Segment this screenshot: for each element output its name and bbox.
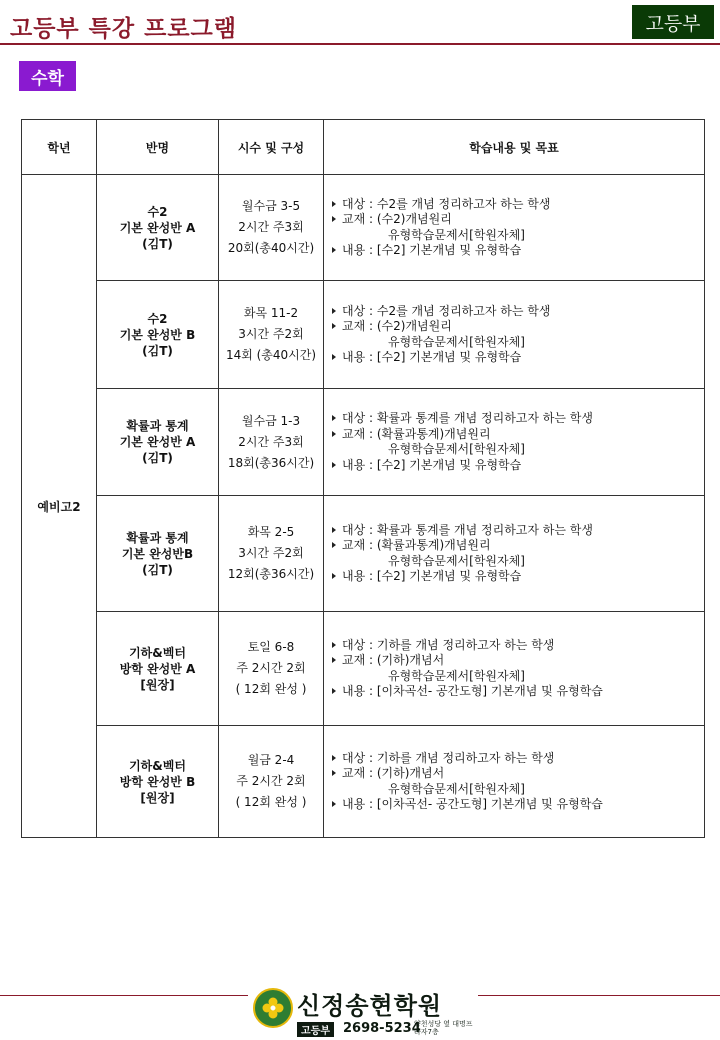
schedule-hours: 주 2시간 2회 (236, 661, 306, 675)
target-line: 대상 : 수2를 개념 정리하고자 하는 학생 (330, 197, 703, 213)
schedule-total: 20회(총40시간) (227, 241, 315, 255)
schedule-table (21, 119, 705, 838)
schedule-days: 월금 2-4 (247, 753, 295, 767)
class-name-cell (97, 612, 219, 726)
class-name-cell (97, 726, 219, 838)
table-row (22, 175, 705, 281)
schedule-hours: 2시간 주3회 (238, 220, 304, 234)
content-cell (324, 389, 705, 496)
materials-continued: 유형학습문제서[학원자체] (388, 227, 525, 242)
schedule-cell (219, 496, 324, 612)
content-cell (324, 175, 705, 281)
materials-continued: 유형학습문제서[학원자체] (388, 668, 525, 683)
header-schedule: 시수 및 구성 (219, 120, 324, 175)
class-subject: 수2 (147, 204, 168, 219)
materials-line: 교재 : (기하)개념서 (330, 653, 703, 669)
footer-divider-left (0, 995, 248, 996)
class-teacher: (김T) (142, 343, 173, 358)
class-subject: 기하&벡터 (129, 645, 186, 660)
schedule-days: 월수금 3-5 (241, 199, 301, 213)
class-title: 방학 완성반 B (119, 774, 196, 789)
content-line: 내용 : [수2] 기본개념 및 유형학습 (330, 569, 703, 585)
class-title: 기본 완성반 B (119, 327, 196, 342)
class-name-cell (97, 281, 219, 389)
content-line: 내용 : [수2] 기본개념 및 유형학습 (330, 350, 703, 366)
class-subject: 확률과 통계 (126, 419, 189, 433)
content-line: 내용 : [이차곡선- 공간도형] 기본개념 및 유형학습 (330, 684, 703, 700)
materials-continued: 유형학습문제서[학원자체] (388, 442, 525, 456)
materials-line: 교재 : (기하)개념서 (330, 766, 703, 782)
schedule-days: 화목 2-5 (247, 525, 295, 539)
table-row (22, 612, 705, 726)
footer-divider-right (478, 995, 720, 996)
schedule-cell (219, 175, 324, 281)
class-teacher: [원장] (140, 677, 175, 692)
class-title: 기본 완성반 A (119, 435, 196, 449)
table-header-row (22, 120, 705, 175)
materials-line: 교재 : (수2)개념원리 (330, 319, 703, 335)
schedule-total: 12회(총36시간) (227, 567, 315, 581)
class-name-cell (97, 496, 219, 612)
class-title: 방학 완성반 A (119, 661, 196, 676)
schedule-cell (219, 281, 324, 389)
schedule-hours: 2시간 주3회 (238, 434, 304, 449)
class-title: 기본 완성반B (121, 546, 194, 561)
class-teacher: (김T) (142, 562, 173, 577)
grade-cell: 예비고2 (22, 175, 97, 838)
target-line: 대상 : 기하를 개념 정리하고자 하는 학생 (330, 751, 703, 767)
target-line: 대상 : 기하를 개념 정리하고자 하는 학생 (330, 638, 703, 654)
class-subject: 확률과 통계 (126, 530, 189, 545)
table-row (22, 726, 705, 838)
header-content: 학습내용 및 목표 (324, 120, 705, 175)
target-line: 대상 : 수2를 개념 정리하고자 하는 학생 (330, 304, 703, 320)
page-title: 고등부 특강 프로그램 (10, 16, 237, 42)
content-line: 내용 : [수2] 기본개념 및 유형학습 (330, 243, 703, 259)
academy-logo-icon (253, 988, 293, 1028)
materials-continued: 유형학습문제서[학원자체] (388, 781, 525, 796)
content-line: 내용 : [이차곡선- 공간도형] 기본개념 및 유형학습 (330, 797, 703, 813)
materials-line: 교재 : (확률과통계)개념원리 (330, 538, 703, 554)
materials-continued: 유형학습문제서[학원자체] (388, 553, 525, 568)
schedule-days: 화목 11-2 (243, 306, 299, 320)
subject-tag: 수학 (19, 61, 76, 91)
clover-emblem-icon (255, 990, 291, 1026)
division-badge: 고등부 (632, 5, 714, 39)
schedule-total: ( 12회 완성 ) (235, 682, 307, 696)
phone-number: 2698-5234 (343, 1021, 421, 1036)
schedule-cell (219, 726, 324, 838)
schedule-hours: 3시간 주2회 (238, 327, 304, 341)
academy-address: 양천성당 옆 대명프라자7층 (414, 1020, 473, 1036)
schedule-days: 월수금 1-3 (241, 413, 301, 428)
class-name-cell (97, 389, 219, 496)
table-row (22, 496, 705, 612)
materials-line: 교재 : (수2)개념원리 (330, 212, 703, 228)
class-title: 기본 완성반 A (119, 220, 196, 235)
content-cell (324, 612, 705, 726)
class-teacher: [원장] (140, 790, 175, 805)
content-cell (324, 496, 705, 612)
class-teacher: (김T) (142, 451, 173, 465)
content-line: 내용 : [수2] 기본개념 및 유형학습 (330, 458, 703, 474)
header-divider (0, 43, 720, 45)
schedule-total: 14회 (총40시간) (225, 348, 317, 362)
materials-continued: 유형학습문제서[학원자체] (388, 334, 525, 349)
footer-division-badge: 고등부 (297, 1022, 334, 1037)
schedule-cell (219, 612, 324, 726)
academy-name: 신정송현학원 (297, 992, 443, 1020)
schedule-hours: 주 2시간 2회 (236, 774, 306, 788)
content-cell (324, 281, 705, 389)
header-class-name: 반명 (97, 120, 219, 175)
class-subject: 기하&벡터 (129, 758, 186, 773)
class-subject: 수2 (147, 311, 168, 326)
materials-line: 교재 : (확률과통계)개념원리 (330, 427, 703, 443)
header-grade: 학년 (22, 120, 97, 175)
content-cell (324, 726, 705, 838)
class-name-cell (97, 175, 219, 281)
schedule-cell (219, 389, 324, 496)
schedule-total: 18회(총36시간) (227, 455, 315, 470)
schedule-total: ( 12회 완성 ) (235, 795, 307, 809)
table-row (22, 389, 705, 496)
class-teacher: (김T) (142, 236, 173, 251)
target-line: 대상 : 확률과 통계를 개념 정리하고자 하는 학생 (330, 523, 703, 539)
table-row (22, 281, 705, 389)
schedule-days: 토일 6-8 (247, 640, 295, 654)
target-line: 대상 : 확률과 통계를 개념 정리하고자 하는 학생 (330, 411, 703, 427)
schedule-hours: 3시간 주2회 (238, 546, 304, 560)
